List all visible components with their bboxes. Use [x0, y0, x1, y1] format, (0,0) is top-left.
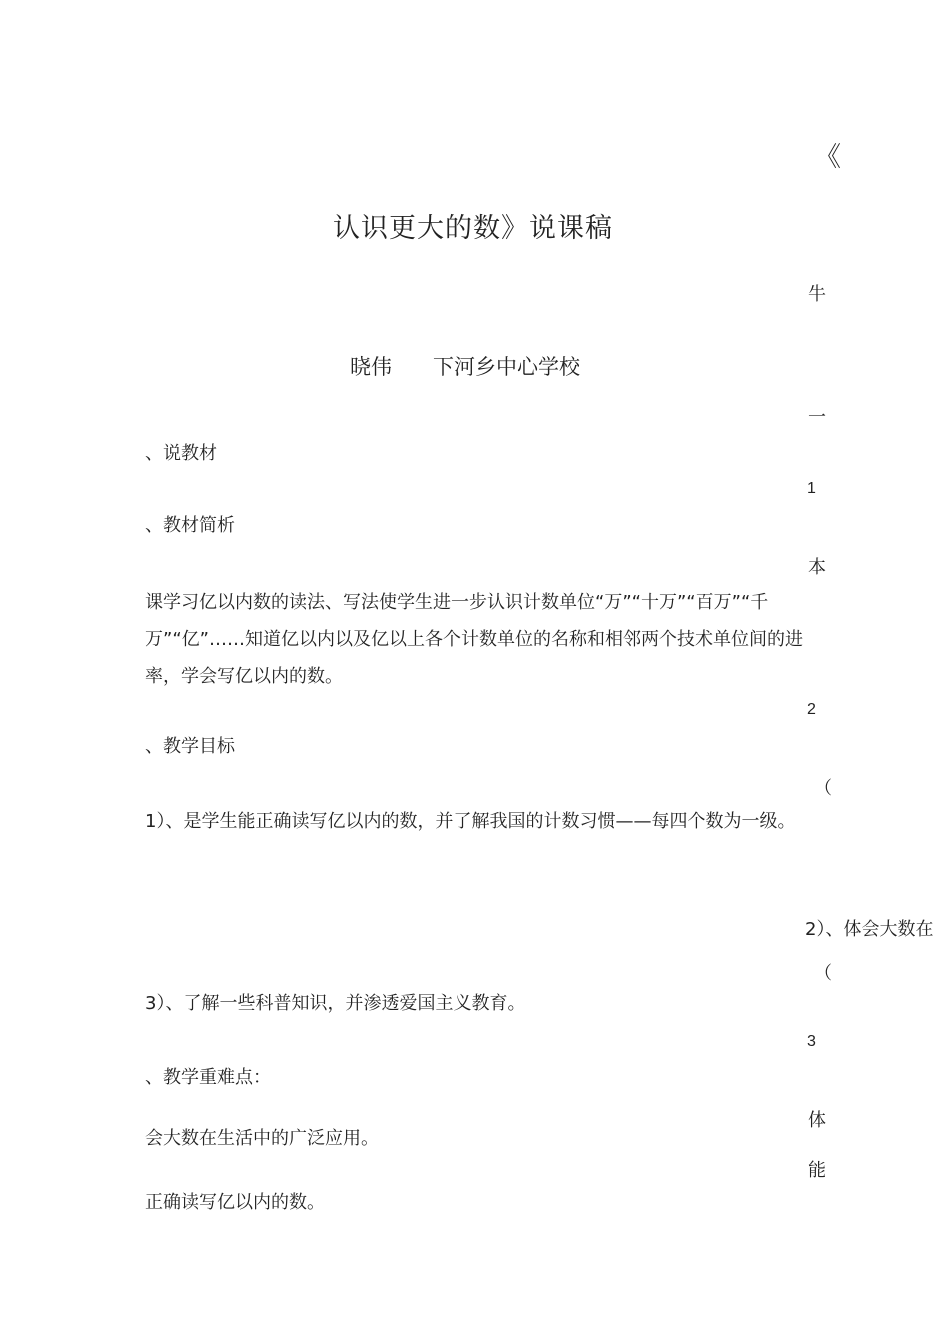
author-name: 晓伟 — [350, 355, 392, 379]
section-heading-4: 、教学重难点： — [145, 1067, 271, 1088]
side-fragment-3: 1 — [807, 480, 816, 497]
key-point-1: 会大数在生活中的广泛应用。 — [145, 1128, 379, 1149]
side-fragment-7: （ — [814, 963, 832, 984]
teaching-goal-1: 1）、是学生能正确读写亿以内的数，并了解我国的计数习惯——每四个数为一级。 — [145, 811, 796, 832]
side-fragment-10: 能 — [808, 1160, 826, 1181]
key-point-2: 正确读写亿以内的数。 — [145, 1192, 325, 1213]
side-fragment-9: 体 — [808, 1110, 826, 1131]
section-heading-1: 、说教材 — [145, 443, 217, 464]
side-fragment-1: 牛 — [808, 284, 826, 305]
textbook-analysis-paragraph: 课学习亿以内数的读法、写法使学生进一步认识计数单位“万”“十万”“百万”“千万”“亿”……知道亿以内以及亿以上各个计数单位的名称和相邻两个技术单位间的进率，学会写亿以内的数。 — [145, 592, 803, 687]
side-fragment-4: 本 — [808, 557, 826, 578]
side-fragment-5: 2 — [807, 701, 816, 718]
teaching-goal-2: 2）、体会大数在 — [805, 919, 934, 940]
author-school: 下河乡中心学校 — [433, 355, 580, 379]
side-fragment-8: 3 — [807, 1033, 816, 1050]
teaching-goal-3: 3）、了解一些科普知识，并渗透爱国主义教育。 — [145, 993, 526, 1014]
side-fragment-6: （ — [814, 778, 832, 799]
page-title: 认识更大的数》说课稿 — [333, 213, 613, 244]
section-heading-2: 、教材简析 — [145, 515, 235, 536]
title-open-bracket: 《 — [814, 142, 842, 173]
section-heading-3: 、教学目标 — [145, 736, 235, 757]
side-fragment-2: 一 — [808, 407, 826, 428]
